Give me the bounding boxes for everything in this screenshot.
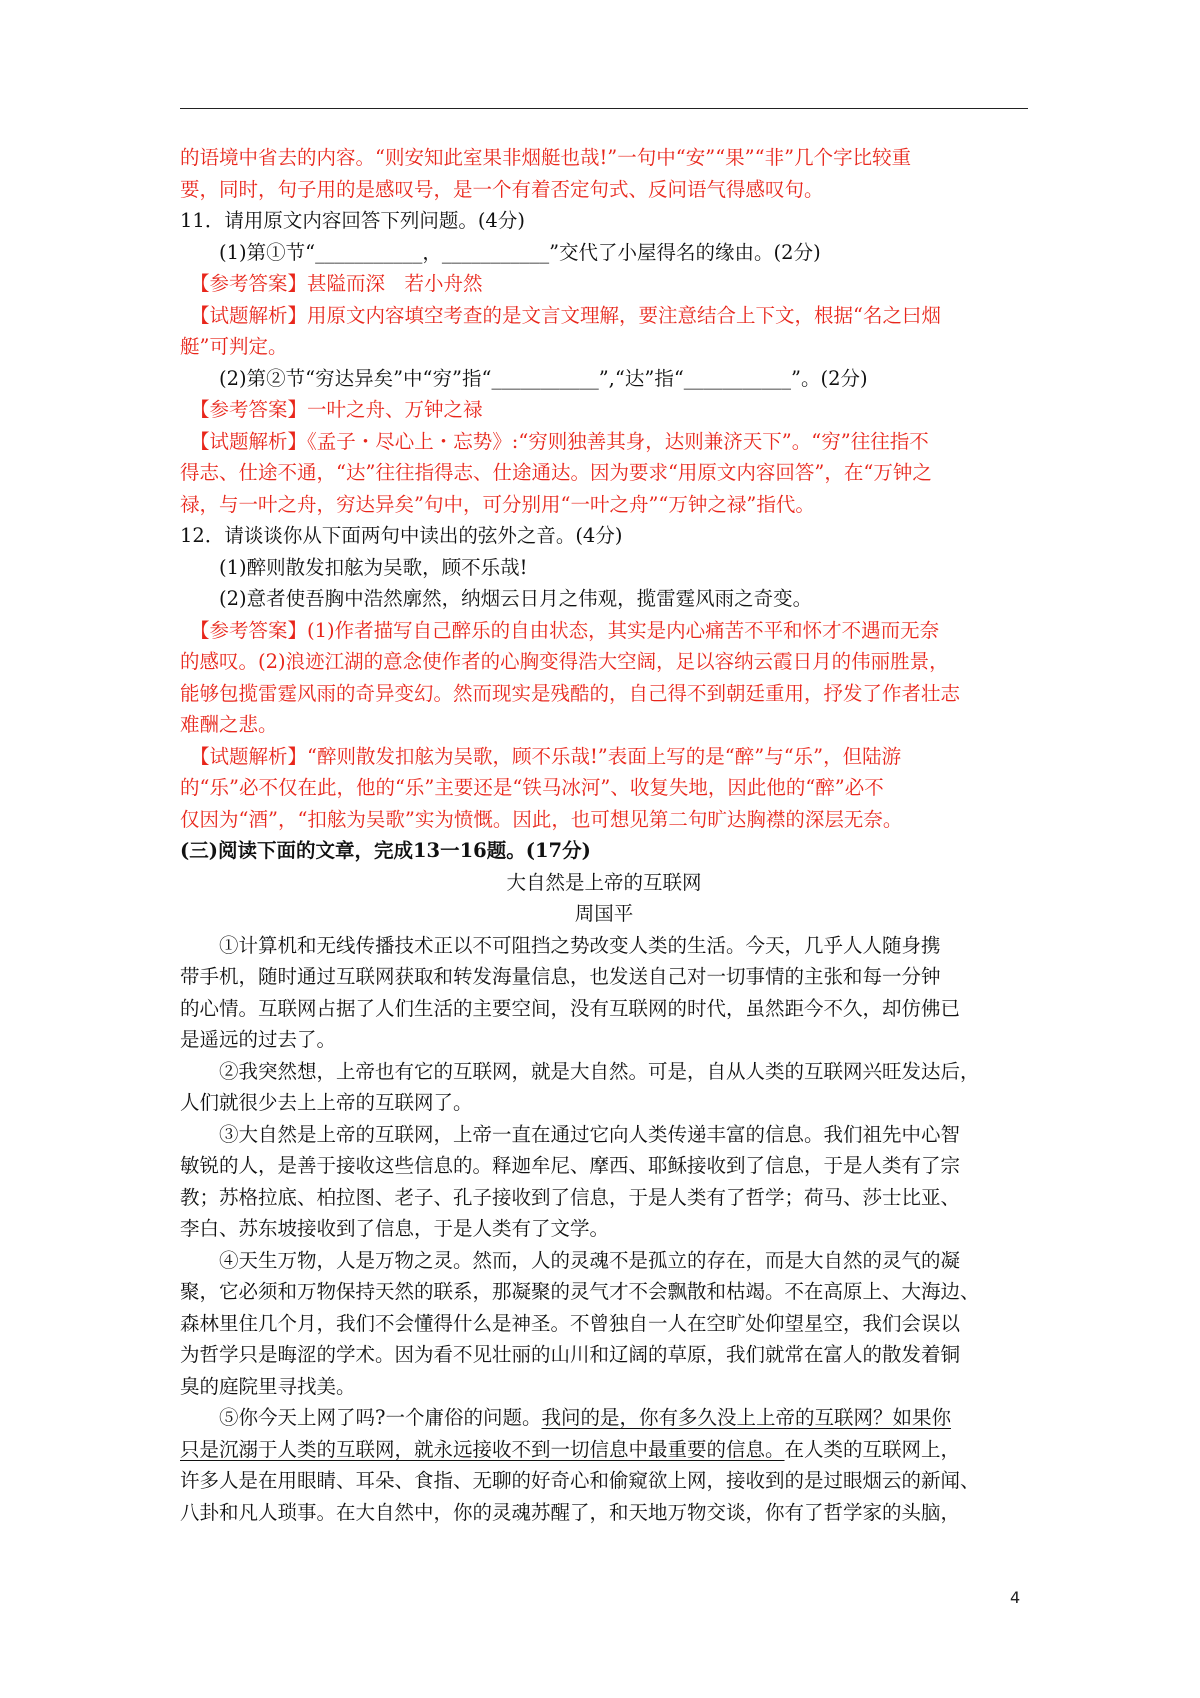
- text-line: [180, 1245, 1028, 1277]
- line-text: 仅因为“酒”，“扣舷为吴歌”实为愤慨。因此，也可想见第二句旷达胸襟的深层无奈。: [180, 807, 903, 831]
- line-text: 要，同时，句子用的是感叹号，是一个有着否定句式、反问语气得感叹句。: [180, 177, 824, 201]
- line-text: 大自然是上帝的互联网: [506, 870, 702, 894]
- line-text: 为哲学只是晦涩的学术。因为看不见壮丽的山川和辽阔的草原，我们就常在富人的散发着铜: [180, 1343, 961, 1366]
- text-line: [180, 1308, 1028, 1340]
- page-number: 4: [1010, 1588, 1021, 1607]
- line-text: (2)意者使吾胸中浩然廓然，纳烟云日月之伟观，揽雷霆风雨之奇变。: [219, 587, 813, 610]
- text-line: [180, 1276, 1028, 1308]
- text-line: [180, 205, 1028, 237]
- text-line: [180, 331, 1028, 363]
- text-line: [180, 1465, 1028, 1497]
- line-text: 12．请谈谈你从下面两句中读出的弦外之音。(4分): [180, 524, 623, 547]
- header-rule: [180, 108, 1028, 109]
- line-text: 【参考答案】一叶之舟、万钟之禄: [190, 398, 483, 421]
- text-line: [180, 1150, 1028, 1182]
- text-line: [180, 1371, 1028, 1403]
- text-line: [180, 1497, 1028, 1529]
- line-text-after: 在人类的互联网上，: [784, 1437, 961, 1461]
- text-line: [180, 1119, 1028, 1151]
- text-line: [180, 1024, 1028, 1056]
- line-text: 艇”可判定。: [180, 335, 288, 358]
- line-text: 11．请用原文内容回答下列问题。(4分): [180, 209, 525, 232]
- text-line: [180, 741, 1028, 773]
- line-text: (1)第①节“___________，___________”交代了小屋得名的缘由。(2分): [219, 240, 821, 264]
- text-line: [180, 1434, 1028, 1466]
- line-text: 敏锐的人，是善于接收这些信息的。释迦牟尼、摩西、耶稣接收到了信息，于是人类有了宗: [180, 1154, 961, 1177]
- line-text: 【参考答案】甚隘而深 若小舟然: [190, 272, 483, 295]
- line-text: (三)阅读下面的文章，完成13一16题。(17分): [180, 839, 591, 862]
- line-text: 得志、仕途不通，“达”往往指得志、仕途通达。因为要求“用原文内容回答”，在“万钟之: [180, 461, 932, 484]
- text-line: [180, 930, 1028, 962]
- line-text: 的“乐”必不仅在此，他的“乐”主要还是“铁马冰河”、收复失地，因此他的“醉”必不: [180, 776, 884, 799]
- text-line: [180, 457, 1028, 489]
- text-line: [180, 646, 1028, 678]
- text-line: [180, 426, 1028, 458]
- text-line: [180, 804, 1028, 836]
- text-line: [180, 898, 1028, 930]
- text-line: [180, 174, 1028, 206]
- underlined-text: 我问的是，你有多久没上上帝的互联网？如果你: [541, 1406, 951, 1429]
- text-line: [180, 1182, 1028, 1214]
- line-text: ④天生万物，人是万物之灵。然而，人的灵魂不是孤立的存在，而是大自然的灵气的凝: [219, 1248, 961, 1272]
- line-text: 带手机，随时通过互联网获取和转发海量信息，也发送自己对一切事情的主张和每一分钟: [180, 965, 941, 988]
- text-line: [180, 300, 1028, 332]
- line-text: 【试题解析】用原文内容填空考查的是文言文理解，要注意结合上下文，根据“名之曰烟: [190, 303, 941, 327]
- text-line: [180, 1402, 1028, 1434]
- text-line: [180, 552, 1028, 584]
- text-line: [180, 867, 1028, 899]
- text-line: [180, 961, 1028, 993]
- line-text: 能够包揽雷霆风雨的奇异变幻。然而现实是残酷的，自己得不到朝廷重用，抒发了作者壮志: [180, 681, 961, 705]
- text-line: [180, 615, 1028, 647]
- line-text: ⑤你今天上网了吗?一个庸俗的问题。: [219, 1406, 542, 1429]
- text-line: [180, 1339, 1028, 1371]
- text-line: [180, 835, 1028, 867]
- line-text: (1)醉则散发扣舷为吴歌，顾不乐哉!: [219, 555, 528, 579]
- text-line: [180, 363, 1028, 395]
- line-text: 八卦和凡人琐事。在大自然中，你的灵魂苏醒了，和天地万物交谈，你有了哲学家的头脑，: [180, 1500, 961, 1524]
- line-text: 李白、苏东坡接收到了信息，于是人类有了文学。: [180, 1217, 610, 1240]
- line-text: (2)第②节“穷达异矣”中“穷”指“___________”,“达”指“___________”。(2分): [219, 366, 868, 390]
- line-text: 周国平: [574, 902, 634, 925]
- underlined-text: 只是沉溺于人类的互联网，就永远接收不到一切信息中最重要的信息。: [180, 1437, 785, 1461]
- line-text: 【试题解析】“醉则散发扣舷为吴歌，顾不乐哉!”表面上写的是“醉”与“乐”，但陆游: [190, 744, 902, 768]
- line-text: 许多人是在用眼睛、耳朵、食指、无聊的好奇心和偷窥欲上网，接收到的是过眼烟云的新闻、: [180, 1469, 980, 1492]
- text-line: [180, 709, 1028, 741]
- text-line: [180, 678, 1028, 710]
- text-line: [180, 772, 1028, 804]
- text-line: [180, 1213, 1028, 1245]
- line-text: ①计算机和无线传播技术正以不可阻挡之势改变人类的生活。今天，几乎人人随身携: [219, 933, 941, 957]
- line-text: 森林里住几个月，我们不会懂得什么是神圣。不曾独自一人在空旷处仰望星空，我们会误以: [180, 1311, 961, 1335]
- line-text: 臭的庭院里寻找美。: [180, 1374, 356, 1398]
- text-line: [180, 489, 1028, 521]
- document-body: [180, 142, 1028, 1528]
- line-text: 聚，它必须和万物保持天然的联系，那凝聚的灵气才不会飘散和枯竭。不在高原上、大海边、: [180, 1280, 980, 1303]
- text-line: [180, 1087, 1028, 1119]
- text-line: [180, 1056, 1028, 1088]
- line-text: 禄，与一叶之舟，穷达异矣”句中，可分别用“一叶之舟”“万钟之禄”指代。: [180, 492, 815, 516]
- text-line: [180, 142, 1028, 174]
- text-line: [180, 237, 1028, 269]
- text-line: [180, 993, 1028, 1025]
- text-line: [180, 268, 1028, 300]
- line-text: 的语境中省去的内容。“则安知此室果非烟艇也哉!”一句中“安”“果”“非”几个字比较重: [180, 146, 912, 169]
- line-text: 难酬之悲。: [180, 713, 278, 736]
- text-line: [180, 394, 1028, 426]
- line-text: ②我突然想，上帝也有它的互联网，就是大自然。可是，自从人类的互联网兴旺发达后，: [219, 1059, 980, 1083]
- line-text: ③大自然是上帝的互联网，上帝一直在通过它向人类传递丰富的信息。我们祖先中心智: [219, 1122, 961, 1146]
- text-line: [180, 583, 1028, 615]
- line-text: 人们就很少去上上帝的互联网了。: [180, 1091, 473, 1114]
- line-text: 的心情。互联网占据了人们生活的主要空间，没有互联网的时代，虽然距今不久，却仿佛已: [180, 996, 961, 1020]
- line-text: 【试题解析】《孟子・尽心上・忘势》:“穷则独善其身，达则兼济天下”。“穷”往往指不: [190, 429, 929, 453]
- line-text: 的感叹。(2)浪迹江湖的意念使作者的心胸变得浩大空阔，足以容纳云霞日月的伟丽胜景，: [180, 650, 949, 673]
- line-text: 【参考答案】(1)作者描写自己醉乐的自由状态，其实是内心痛苦不平和怀才不遇而无奈: [190, 618, 940, 642]
- line-text: 是遥远的过去了。: [180, 1028, 337, 1051]
- text-line: [180, 520, 1028, 552]
- line-text: 教；苏格拉底、柏拉图、老子、孔子接收到了信息，于是人类有了哲学；荷马、莎士比亚、: [180, 1185, 961, 1209]
